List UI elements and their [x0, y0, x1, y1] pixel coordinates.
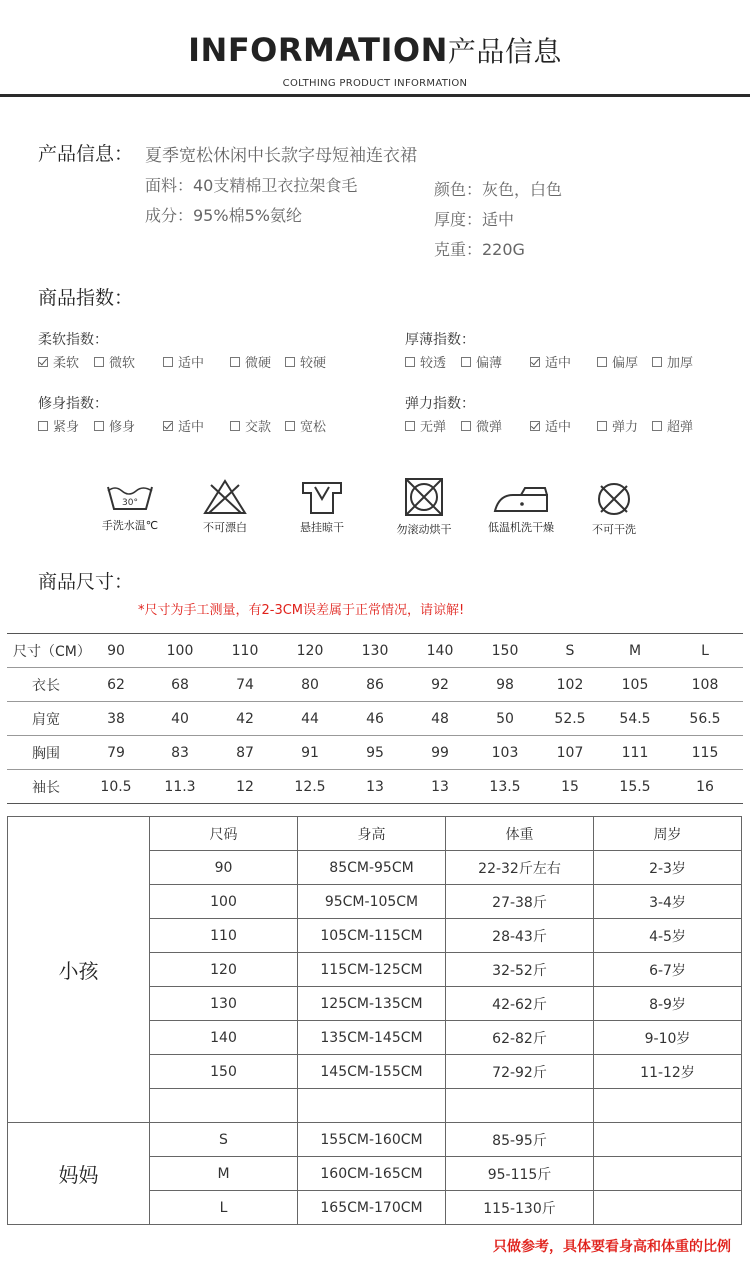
- index-option-label: 适中: [545, 356, 572, 371]
- table-cell: 11.3: [147, 770, 213, 804]
- group-label-kids: 小孩: [8, 817, 150, 1123]
- care-hand-wash: [80, 481, 180, 533]
- footnote: 只做参考，具体要看身高和体重的比例: [493, 1239, 731, 1255]
- index-option: [285, 352, 326, 371]
- table-row: [8, 1123, 742, 1157]
- table-cell: 105: [603, 668, 667, 702]
- index-option: [38, 416, 79, 435]
- header-cell: 140: [407, 634, 473, 668]
- care-label: 低温机洗干燥: [488, 521, 554, 534]
- index-option-label: 柔软: [53, 356, 80, 371]
- index-option-label: 偏厚: [612, 356, 639, 371]
- care-low-iron: [471, 485, 571, 535]
- table-cell: 115CM-125CM: [298, 953, 446, 987]
- table-cell: 8-9岁: [594, 987, 742, 1021]
- weight-info: 克重：220G: [434, 240, 525, 259]
- table-cell: L: [150, 1191, 298, 1225]
- table-cell: 50: [473, 702, 537, 736]
- row-label: 肩宽: [7, 702, 85, 736]
- index-option: [94, 352, 135, 371]
- index-option-label: 弹力: [612, 420, 639, 435]
- table-cell: 15.5: [603, 770, 667, 804]
- checked-checkbox-icon: [163, 421, 173, 431]
- page-subtitle: COLTHING PRODUCT INFORMATION: [282, 78, 468, 89]
- table-cell: 74: [213, 668, 277, 702]
- index-option-label: 修身: [109, 420, 136, 435]
- table-cell: 102: [537, 668, 603, 702]
- table-row: [7, 702, 743, 736]
- table-cell: 107: [537, 736, 603, 770]
- table-cell: 95CM-105CM: [298, 885, 446, 919]
- index-section-title: 商品指数：: [38, 287, 134, 309]
- table-cell: 140: [150, 1021, 298, 1055]
- checkbox-icon: [461, 421, 471, 431]
- table-cell: 42-62斤: [446, 987, 594, 1021]
- header-cell: 110: [213, 634, 277, 668]
- header-cell: 130: [343, 634, 407, 668]
- table-cell: 13.5: [473, 770, 537, 804]
- table-cell: 9-10岁: [594, 1021, 742, 1055]
- header-cell: 90: [85, 634, 147, 668]
- index-group-title: 修身指数：: [38, 396, 108, 412]
- table-cell: 90: [150, 851, 298, 885]
- title-cn: 产品信息: [447, 35, 562, 68]
- index-option: [285, 416, 326, 435]
- index-option: [530, 416, 571, 435]
- table-cell: 85-95斤: [446, 1123, 594, 1157]
- table-cell: 22-32斤左右: [446, 851, 594, 885]
- table-cell: 48: [407, 702, 473, 736]
- table-cell: 42: [213, 702, 277, 736]
- table-cell: 52.5: [537, 702, 603, 736]
- checkbox-icon: [285, 357, 295, 367]
- checkbox-icon: [38, 421, 48, 431]
- care-label: 勿滚动烘干: [396, 523, 452, 536]
- table-cell: 145CM-155CM: [298, 1055, 446, 1089]
- care-label: 悬挂晾干: [300, 521, 344, 534]
- checked-checkbox-icon: [38, 357, 48, 367]
- table-cell: 11-12岁: [594, 1055, 742, 1089]
- table-cell: 10.5: [85, 770, 147, 804]
- checkbox-icon: [405, 357, 415, 367]
- index-option-label: 微软: [109, 356, 136, 371]
- index-option: [597, 352, 638, 371]
- table-cell: [594, 1089, 742, 1123]
- table-cell: [594, 1123, 742, 1157]
- size-note: *尺寸为手工测量，有2-3CM误差属于正常情况，请谅解!: [138, 603, 465, 618]
- group-label-mom: 妈妈: [8, 1123, 150, 1225]
- checkbox-icon: [94, 421, 104, 431]
- index-group-title: 厚薄指数：: [405, 332, 475, 348]
- table-cell: 160CM-165CM: [298, 1157, 446, 1191]
- table-cell: 103: [473, 736, 537, 770]
- size-guide-table: [7, 816, 742, 1225]
- table-cell: 108: [667, 668, 743, 702]
- index-option: [652, 416, 693, 435]
- row-label: 袖长: [7, 770, 85, 804]
- header-cell: 120: [277, 634, 343, 668]
- table-cell: 16: [667, 770, 743, 804]
- table-cell: 6-7岁: [594, 953, 742, 987]
- table-cell: 62: [85, 668, 147, 702]
- index-option: [597, 416, 638, 435]
- table-cell: 165CM-170CM: [298, 1191, 446, 1225]
- no-dry-clean-icon: [594, 481, 634, 517]
- header-cell: 尺寸（CM）: [7, 634, 85, 668]
- table-cell: 27-38斤: [446, 885, 594, 919]
- header-cell: S: [537, 634, 603, 668]
- table-cell: 100: [150, 885, 298, 919]
- table-cell: [298, 1089, 446, 1123]
- checkbox-icon: [652, 421, 662, 431]
- checkbox-icon: [230, 421, 240, 431]
- table-cell: 115: [667, 736, 743, 770]
- thickness-info: 厚度：适中: [434, 210, 515, 229]
- index-group-title: 弹力指数：: [405, 396, 475, 412]
- index-option-label: 加厚: [667, 356, 694, 371]
- table-row: [7, 668, 743, 702]
- table-cell: 62-82斤: [446, 1021, 594, 1055]
- checkbox-icon: [94, 357, 104, 367]
- table-row: [7, 770, 743, 804]
- header-cell: 周岁: [594, 817, 742, 851]
- size-table: [7, 633, 743, 804]
- index-option: [163, 416, 204, 435]
- table-row: [7, 736, 743, 770]
- hand-wash-icon: [104, 481, 156, 513]
- low-iron-icon: [491, 485, 551, 515]
- table-cell: 32-52斤: [446, 953, 594, 987]
- care-hang-dry: [272, 481, 372, 535]
- index-option-label: 偏薄: [476, 356, 503, 371]
- table-cell: [150, 1089, 298, 1123]
- table-cell: 38: [85, 702, 147, 736]
- table-cell: 44: [277, 702, 343, 736]
- hang-dry-icon: [300, 481, 344, 515]
- index-option: [38, 352, 79, 371]
- table-cell: 150: [150, 1055, 298, 1089]
- table-cell: 80: [277, 668, 343, 702]
- table-cell: 28-43斤: [446, 919, 594, 953]
- no-bleach-icon: [203, 479, 247, 515]
- title-en: INFORMATION: [188, 31, 448, 69]
- checkbox-icon: [285, 421, 295, 431]
- table-cell: 95-115斤: [446, 1157, 594, 1191]
- index-group-title: 柔软指数：: [38, 332, 108, 348]
- table-cell: 98: [473, 668, 537, 702]
- index-option-label: 超弹: [667, 420, 694, 435]
- checkbox-icon: [405, 421, 415, 431]
- index-option-label: 无弹: [420, 420, 447, 435]
- index-option-label: 微硬: [245, 356, 272, 371]
- color-info: 颜色：灰色，白色: [434, 180, 563, 199]
- table-cell: [594, 1191, 742, 1225]
- header-cell: 体重: [446, 817, 594, 851]
- header-cell: 150: [473, 634, 537, 668]
- table-cell: 120: [150, 953, 298, 987]
- index-option: [230, 352, 271, 371]
- table-cell: 105CM-115CM: [298, 919, 446, 953]
- index-option: [530, 352, 571, 371]
- index-option-label: 宽松: [300, 420, 327, 435]
- index-option-label: 交款: [245, 420, 272, 435]
- index-option: [163, 352, 204, 371]
- table-cell: 85CM-95CM: [298, 851, 446, 885]
- table-cell: 91: [277, 736, 343, 770]
- table-cell: 13: [343, 770, 407, 804]
- size-guide-header: [8, 817, 742, 851]
- table-cell: 86: [343, 668, 407, 702]
- index-option: [230, 416, 271, 435]
- table-cell: S: [150, 1123, 298, 1157]
- care-label: 不可干洗: [592, 523, 636, 536]
- size-section-title: 商品尺寸：: [38, 571, 134, 593]
- index-option: [461, 416, 502, 435]
- table-cell: 12.5: [277, 770, 343, 804]
- table-cell: 87: [213, 736, 277, 770]
- checkbox-icon: [163, 357, 173, 367]
- fabric-info: 面料：40支精棉卫衣拉架食毛: [145, 176, 358, 195]
- index-option-label: 适中: [545, 420, 572, 435]
- table-cell: 125CM-135CM: [298, 987, 446, 1021]
- checked-checkbox-icon: [530, 357, 540, 367]
- care-label: 手洗水温℃: [101, 519, 159, 532]
- product-info-label: 产品信息：: [38, 143, 134, 165]
- table-cell: M: [150, 1157, 298, 1191]
- table-cell: 2-3岁: [594, 851, 742, 885]
- table-cell: 79: [85, 736, 147, 770]
- table-cell: 115-130斤: [446, 1191, 594, 1225]
- table-cell: 83: [147, 736, 213, 770]
- table-cell: 15: [537, 770, 603, 804]
- index-option-label: 较透: [420, 356, 447, 371]
- table-cell: 40: [147, 702, 213, 736]
- index-option: [94, 416, 135, 435]
- no-tumble-dry-icon: [402, 477, 446, 517]
- table-cell: 3-4岁: [594, 885, 742, 919]
- table-cell: 110: [150, 919, 298, 953]
- header-cell: L: [667, 634, 743, 668]
- checkbox-icon: [652, 357, 662, 367]
- index-option-label: 微弹: [476, 420, 503, 435]
- checkbox-icon: [597, 357, 607, 367]
- table-cell: 72-92斤: [446, 1055, 594, 1089]
- checked-checkbox-icon: [530, 421, 540, 431]
- header-divider: [0, 94, 750, 97]
- header-cell: M: [603, 634, 667, 668]
- table-cell: 155CM-160CM: [298, 1123, 446, 1157]
- table-cell: 135CM-145CM: [298, 1021, 446, 1055]
- table-cell: 99: [407, 736, 473, 770]
- row-label: 衣长: [7, 668, 85, 702]
- checkbox-icon: [230, 357, 240, 367]
- checkbox-icon: [461, 357, 471, 367]
- index-option: [405, 352, 446, 371]
- index-option-label: 适中: [178, 420, 205, 435]
- index-option-label: 较硬: [300, 356, 327, 371]
- table-cell: 95: [343, 736, 407, 770]
- table-cell: 68: [147, 668, 213, 702]
- table-cell: 111: [603, 736, 667, 770]
- care-no-dry-clean: [564, 481, 664, 537]
- table-cell: 54.5: [603, 702, 667, 736]
- index-option-label: 适中: [178, 356, 205, 371]
- composition-info: 成分：95%棉5%氨纶: [145, 206, 302, 225]
- index-option: [405, 416, 446, 435]
- row-label: 胸围: [7, 736, 85, 770]
- table-cell: [446, 1089, 594, 1123]
- care-label: 不可漂白: [203, 521, 247, 534]
- table-cell: 12: [213, 770, 277, 804]
- table-cell: 92: [407, 668, 473, 702]
- table-cell: [594, 1157, 742, 1191]
- header-cell: 100: [147, 634, 213, 668]
- header-cell: 身高: [298, 817, 446, 851]
- product-name: 夏季宽松休闲中长款字母短袖连衣裙: [145, 146, 417, 166]
- table-cell: 13: [407, 770, 473, 804]
- header-cell: 尺码: [150, 817, 298, 851]
- table-cell: 4-5岁: [594, 919, 742, 953]
- index-option-label: 紧身: [53, 420, 80, 435]
- care-no-bleach: [175, 479, 275, 535]
- table-cell: 56.5: [667, 702, 743, 736]
- size-table-header: [7, 634, 743, 668]
- table-cell: 130: [150, 987, 298, 1021]
- care-no-tumble-dry: [374, 477, 474, 537]
- checkbox-icon: [597, 421, 607, 431]
- wash-temp: 30°: [122, 498, 138, 508]
- index-option: [652, 352, 693, 371]
- index-option: [461, 352, 502, 371]
- page-title: [0, 30, 750, 70]
- table-cell: 46: [343, 702, 407, 736]
